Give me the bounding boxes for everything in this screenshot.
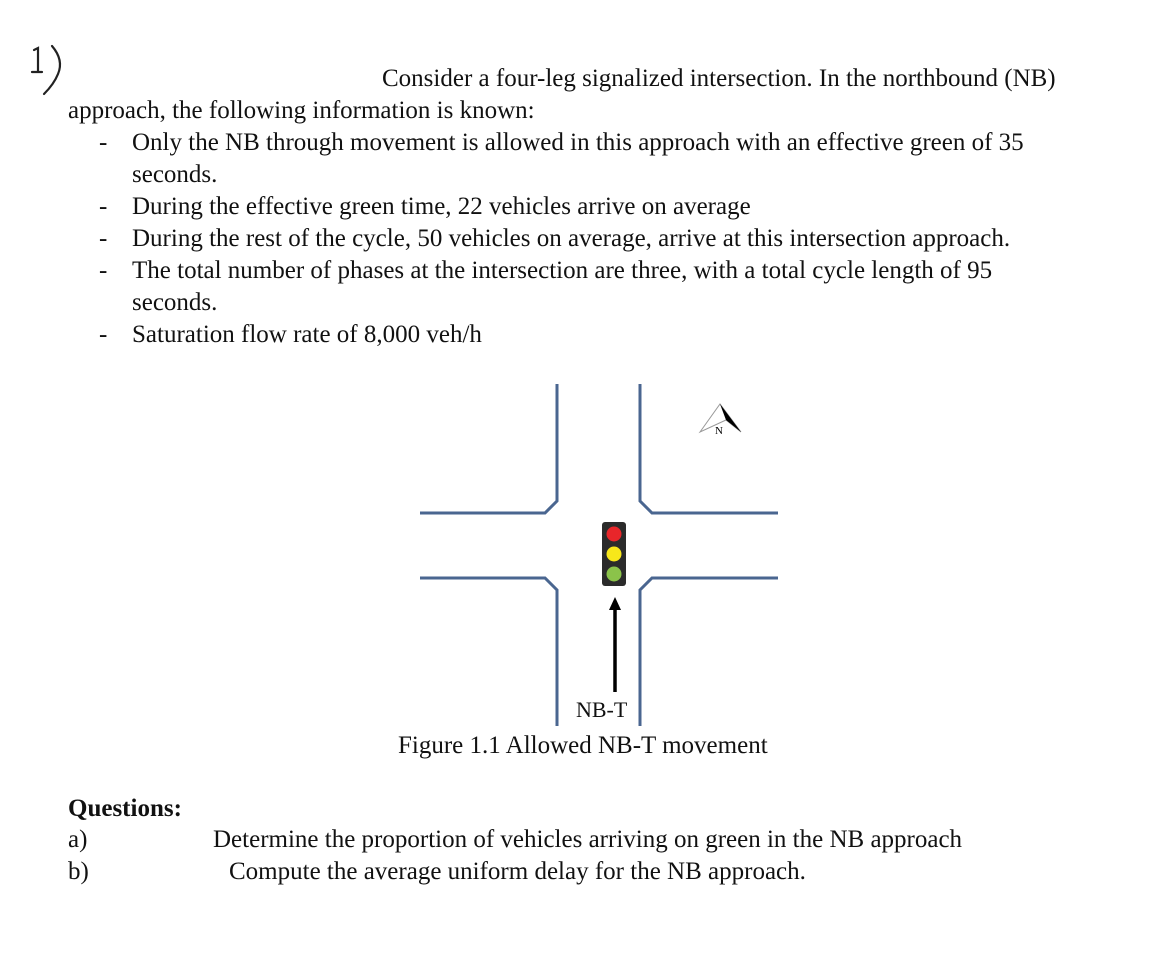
- bullet-2: During the effective green time, 22 vehicles arrive on average: [132, 193, 751, 220]
- bullet-4-line-2: seconds.: [132, 289, 218, 316]
- traffic-signal-icon: [602, 522, 626, 586]
- road-edge-northeast: [640, 384, 778, 513]
- figure-caption: Figure 1.1 Allowed NB-T movement: [398, 732, 768, 759]
- road-edge-southwest: [420, 578, 557, 726]
- north-arrow-icon: [700, 404, 741, 437]
- road-edges: [420, 384, 778, 726]
- north-label: N: [715, 425, 723, 437]
- question-a-label: a): [68, 826, 88, 853]
- nb-movement-label: NB-T: [576, 697, 628, 722]
- signal-red-light: [607, 527, 622, 542]
- nb-through-arrow-icon: [609, 597, 621, 692]
- intro-line-2: approach, the following information is known:: [68, 97, 535, 124]
- bullet-marker: -: [99, 129, 108, 156]
- question-a-text: Determine the proportion of vehicles arriving on green in the NB approach: [213, 826, 963, 853]
- intersection-diagram: [400, 370, 800, 730]
- questions-heading: Questions:: [68, 795, 182, 822]
- bullet-marker: -: [99, 193, 108, 220]
- road-edge-southeast: [640, 578, 778, 726]
- bullet-marker: -: [99, 321, 108, 348]
- bullet-1-line-1: Only the NB through movement is allowed in this approach with an effective green of 35: [132, 129, 1024, 156]
- road-edge-northwest: [420, 384, 557, 513]
- bullet-3: During the rest of the cycle, 50 vehicles on average, arrive at this intersection approach.: [132, 225, 1011, 252]
- handwritten-problem-number: [24, 40, 74, 100]
- signal-yellow-light: [607, 547, 622, 562]
- question-b-label: b): [68, 858, 89, 885]
- bullet-5: Saturation flow rate of 8,000 veh/h: [132, 321, 482, 348]
- intro-line-1: Consider a four-leg signalized intersection. In the northbound (NB): [382, 65, 1056, 92]
- bullet-marker: -: [99, 225, 108, 252]
- signal-green-light: [607, 567, 622, 582]
- question-b-text: Compute the average uniform delay for the NB approach.: [229, 858, 806, 885]
- bullet-4-line-1: The total number of phases at the intersection are three, with a total cycle length of 95: [132, 257, 993, 284]
- bullet-1-line-2: seconds.: [132, 161, 218, 188]
- bullet-marker: -: [99, 257, 108, 284]
